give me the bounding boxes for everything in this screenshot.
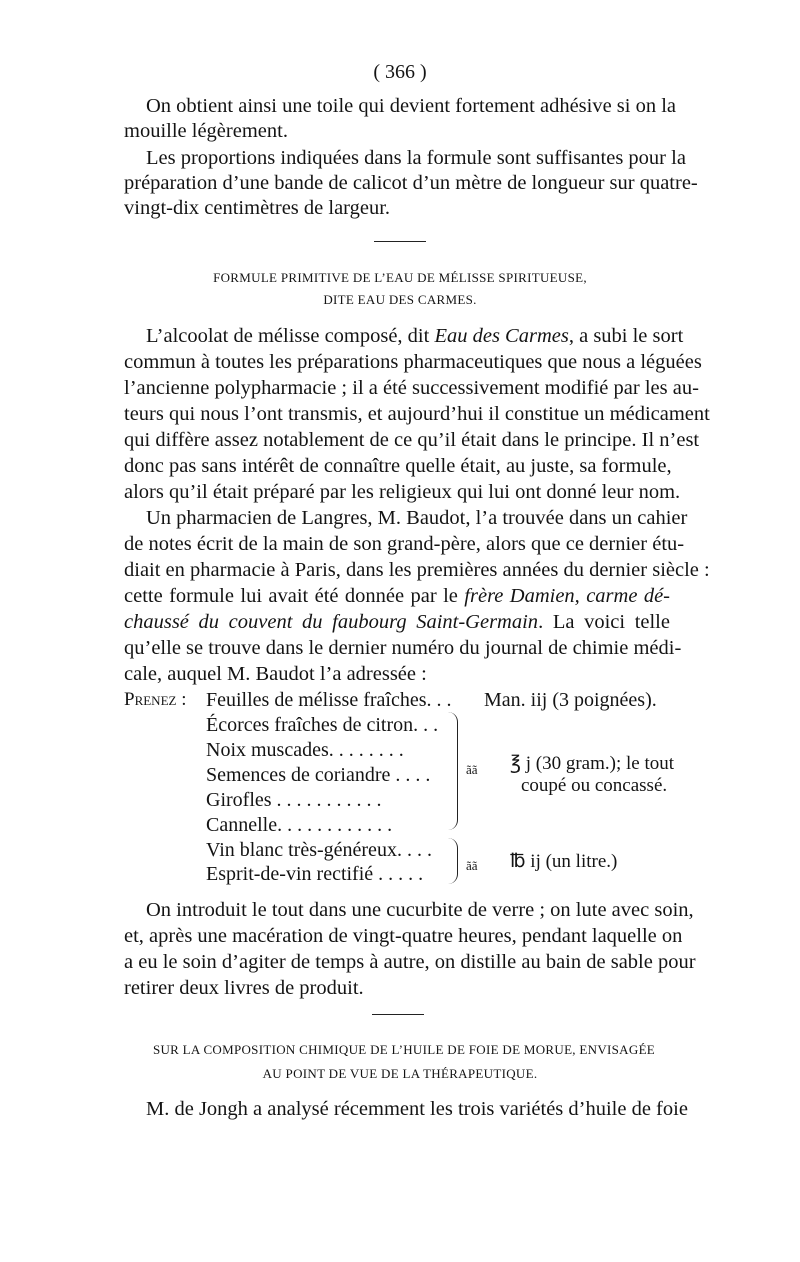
recipe-quantity: Man. iij (3 poignées). bbox=[484, 689, 657, 711]
text-line: préparation d’une bande de calicot d’un mètre de longueur sur quatre- bbox=[124, 172, 698, 194]
italic-text: Eau des Carmes bbox=[434, 325, 569, 347]
recipe-item: Esprit-de-vin rectifié . . . . . bbox=[206, 863, 424, 885]
text-line: vingt-dix centimètres de largeur. bbox=[124, 197, 391, 219]
text-line: alors qu’il était préparé par les religieux qui lui ont donné leur nom. bbox=[124, 481, 681, 503]
italic-text: chaussé du couvent du faubourg Saint-Germain bbox=[124, 611, 539, 633]
text-line: Les proportions indiquées dans la formule sont suffisantes pour la bbox=[146, 147, 686, 169]
text-line: l’ancienne polypharmacie ; il a été successivement modifié par les au- bbox=[124, 377, 699, 399]
recipe-item: Vin blanc très-généreux. . . . bbox=[206, 839, 432, 861]
text-line: mouille légèrement. bbox=[124, 120, 288, 142]
text-line: donc pas sans intérêt de connaître quelle était, au juste, sa formule, bbox=[124, 455, 672, 477]
italic-text: frère Damien, carme dé- bbox=[464, 585, 671, 607]
text-line: cale, auquel M. Baudot l’a adressée : bbox=[124, 663, 427, 685]
recipe-ana-mark: ãã bbox=[466, 858, 478, 873]
text-line: M. de Jongh a analysé récemment les trois variétés d’huile de foie bbox=[146, 1098, 688, 1120]
text-line: chaussé du couvent du faubourg Saint-Germain. La voici telle bbox=[124, 611, 670, 633]
section-title: FORMULE PRIMITIVE DE L’EAU DE MÉLISSE SPIRITUEUSE, bbox=[213, 270, 587, 285]
text-line: cette formule lui avait été donnée par le frère Damien, carme dé- bbox=[124, 585, 671, 607]
text-line: commun à toutes les préparations pharmaceutiques que nous a léguées bbox=[124, 351, 702, 373]
section-rule bbox=[374, 241, 426, 242]
recipe-item: Cannelle. . . . . . . . . . . . bbox=[206, 814, 393, 836]
page-number: ( 366 ) bbox=[373, 61, 427, 83]
recipe-item: Écorces fraîches de citron. . . bbox=[206, 714, 439, 736]
section-title: AU POINT DE VUE DE LA THÉRAPEUTIQUE. bbox=[262, 1066, 538, 1081]
text-line: On introduit le tout dans une cucurbite de verre ; on lute avec soin, bbox=[146, 899, 694, 921]
section-title: SUR LA COMPOSITION CHIMIQUE DE L’HUILE DE FOIE DE MORUE, ENVISAGÉE bbox=[152, 1042, 656, 1057]
recipe-prenez: Prenez : bbox=[124, 689, 187, 710]
recipe-quantity: coupé ou concassé. bbox=[521, 775, 668, 796]
text-line: de notes écrit de la main de son grand-père, alors que ce dernier étu- bbox=[124, 533, 685, 555]
recipe-item: Feuilles de mélisse fraîches. . . bbox=[206, 689, 452, 711]
recipe-item: Noix muscades. . . . . . . . bbox=[206, 739, 404, 761]
recipe-item: Semences de coriandre . . . . bbox=[206, 764, 431, 786]
recipe-item: Girofles . . . . . . . . . . . bbox=[206, 789, 382, 811]
recipe-brace bbox=[447, 712, 458, 830]
text-line: Un pharmacien de Langres, M. Baudot, l’a trouvée dans un cahier bbox=[146, 507, 688, 529]
text-line: qui diffère assez notablement de ce qu’il était dans le principe. Il n’est bbox=[124, 429, 700, 451]
text-line: et, après une macération de vingt-quatre heures, pendant laquelle on bbox=[124, 925, 683, 947]
text-line: On obtient ainsi une toile qui devient fortement adhésive si on la bbox=[146, 95, 677, 117]
text-line: qu’elle se trouve dans le dernier numéro du journal de chimie médi- bbox=[124, 637, 682, 659]
recipe-quantity: ℔ ij (un litre.) bbox=[510, 851, 618, 872]
text-line: L’alcoolat de mélisse composé, dit Eau des Carmes, a subi le sort bbox=[146, 325, 684, 347]
recipe-quantity: ℥ j (30 gram.); le tout bbox=[510, 753, 674, 774]
text-line: retirer deux livres de produit. bbox=[124, 977, 364, 999]
text-line: a eu le soin d’agiter de temps à autre, on distille au bain de sable pour bbox=[124, 951, 696, 973]
text-line: teurs qui nous l’ont transmis, et aujourd’hui il constitue un médicament bbox=[124, 403, 710, 425]
section-title: DITE EAU DES CARMES. bbox=[323, 292, 477, 307]
section-rule bbox=[372, 1014, 424, 1015]
recipe-brace bbox=[447, 838, 458, 884]
text-line: diait en pharmacie à Paris, dans les premières années du dernier siècle : bbox=[124, 559, 710, 581]
recipe-ana-mark: ãã bbox=[466, 762, 478, 777]
